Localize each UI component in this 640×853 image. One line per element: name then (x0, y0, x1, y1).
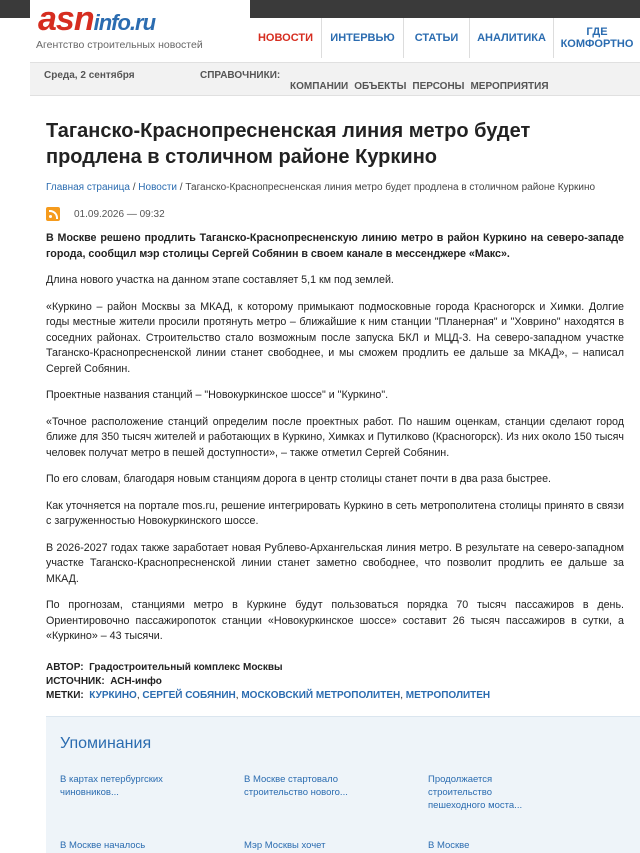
mention-link[interactable]: Мэр Москвы хочет (244, 840, 326, 851)
article-paragraph: «Куркино – район Москвы за МКАД, к которому примыкают подмосковные города Красногорск и Химки. Долгие годы местные жители просили протянуть метро – ближайшие к ним станции "Планерная" и "Ховрино" находятся в соседних районах. Строительство стало возможным после запуска БКЛ и МЦД-3. На северо-западном участке Таганско-Краснопресненской линии станет свободнее, и мы сможем продлить ее дальше за МКАД», – написал Сергей Собянин. (46, 300, 624, 375)
main-nav (250, 0, 640, 58)
article-content (46, 118, 624, 703)
mention-link[interactable]: В Москве стартовало строительство нового... (244, 774, 348, 798)
article-paragraph: Длина нового участка на данном этапе составляет 5,1 км под землей. (46, 274, 394, 286)
directories-links (290, 81, 549, 92)
tag-link[interactable]: МОСКОВСКИЙ МЕТРОПОЛИТЕН (241, 689, 401, 701)
tag-link[interactable]: МЕТРОПОЛИТЕН (405, 689, 491, 701)
article-paragraph: «Точное расположение станций определим после проектных работ. По нашим оценкам, станции сделают город ближе для 350 тысяч жителей и работающих в Куркино, Химках и Путилково (Красногорск). Из них около 150 тысяч человек получат метро в пешей доступности», – также отметил Сергей Собянин. (46, 415, 624, 459)
nav-articles[interactable]: СТАТЬИ (404, 18, 470, 58)
breadcrumb-current: Таганско-Краснопресненская линия метро будет продлена в столичном районе Куркино (185, 182, 596, 193)
logo-area[interactable] (30, 0, 248, 58)
article-title: Таганско-Краснопресненская линия метро будет продлена в столичном районе Куркино (46, 120, 531, 168)
breadcrumb-home[interactable]: Главная страница (46, 182, 130, 193)
sub-bar (30, 62, 640, 96)
nav-news[interactable]: НОВОСТИ (250, 18, 322, 58)
dir-link-persons[interactable]: ПЕРСОНЫ (412, 81, 465, 92)
dir-link-events[interactable]: МЕРОПРИЯТИЯ (470, 81, 549, 92)
tag-link[interactable]: КУРКИНО (89, 689, 137, 701)
site-logo[interactable]: asninfo.ru (38, 0, 156, 38)
nav-analytics[interactable]: АНАЛИТИКА (470, 18, 554, 58)
article-paragraph: Как уточняется на портале mos.ru, решение интегрировать Куркино в сеть метрополитена столицы принято в связи с загруженностью Новокуркинского шоссе. (46, 499, 624, 527)
tag-link[interactable]: СЕРГЕЙ СОБЯНИН (142, 689, 236, 701)
article-lead: В Москве решено продлить Таганско-Краснопресненскую линию метро в район Куркино на северо-западе города, сообщил мэр столицы Сергей Собянин в своем канале в мессенджере «Макс». (46, 232, 624, 260)
mentions-section (46, 716, 640, 853)
site-header (0, 0, 640, 62)
dir-link-companies[interactable]: КОМПАНИИ (290, 81, 349, 92)
directories-label: СПРАВОЧНИКИ: (200, 70, 281, 81)
mention-link[interactable]: В картах петербургских чиновников... (60, 774, 163, 798)
nav-where-comfortable[interactable]: ГДЕ КОМФОРТНО (560, 26, 634, 50)
article-body (46, 231, 624, 645)
article-footer-meta (46, 661, 624, 703)
current-date: Среда, 2 сентября (44, 70, 135, 81)
article-paragraph: По прогнозам, станциями метро в Куркине будут пользоваться порядка 70 тысяч пассажиров в день. Ориентировочно пассажиропоток станции «Новокуркинское шоссе» составит 26 тысяч пассажиров в сутки, а «Куркино» – 43 тысячи. (46, 599, 624, 642)
article-datetime: 01.09.2026 — 09:32 (74, 208, 165, 220)
source-row: ИСТОЧНИК: АСН-инфо (46, 675, 162, 687)
article-paragraph: В 2026-2027 годах также заработает новая Рублево-Архангельская линия метро. В результате на северо-западном участке Таганско-Краснопресненской линии станет заметно свободнее, что позволит продлить ее дальше за МКАД. (46, 541, 624, 585)
article-paragraph: По его словам, благодаря новым станциям дорога в центр столицы станет почти в два раза быстрее. (46, 473, 552, 485)
source-value: АСН-инфо (110, 675, 162, 687)
breadcrumb-news[interactable]: Новости (138, 182, 178, 193)
nav-interviews[interactable]: ИНТЕРВЬЮ (322, 18, 404, 58)
mention-link[interactable]: В Москве (428, 840, 470, 851)
rss-icon[interactable] (46, 207, 60, 221)
author-row: АВТОР: Градостроительный комплекс Москвы (46, 661, 283, 673)
tags-row: МЕТКИ: КУРКИНО, СЕРГЕЙ СОБЯНИН, МОСКОВСКИЙ МЕТРОПОЛИТЕН, МЕТРОПОЛИТЕН (46, 689, 491, 701)
header-strip (0, 0, 30, 18)
author-value: Градостроительный комплекс Москвы (89, 661, 283, 673)
mention-link[interactable]: Продолжается строительство пешеходного моста... (428, 774, 523, 811)
dir-link-objects[interactable]: ОБЪЕКТЫ (354, 81, 407, 92)
mention-link[interactable]: В Москве началось (60, 840, 146, 851)
article-paragraph: Проектные названия станций – "Новокуркинское шоссе" и "Куркино". (46, 389, 389, 401)
breadcrumb: Главная страница / Новости / Таганско-Краснопресненская линия метро будет продлена в столичном районе Куркино (46, 182, 596, 193)
mentions-title: Упоминания (60, 735, 152, 752)
article-meta (46, 207, 624, 221)
site-tagline: Агентство строительных новостей (36, 39, 203, 51)
